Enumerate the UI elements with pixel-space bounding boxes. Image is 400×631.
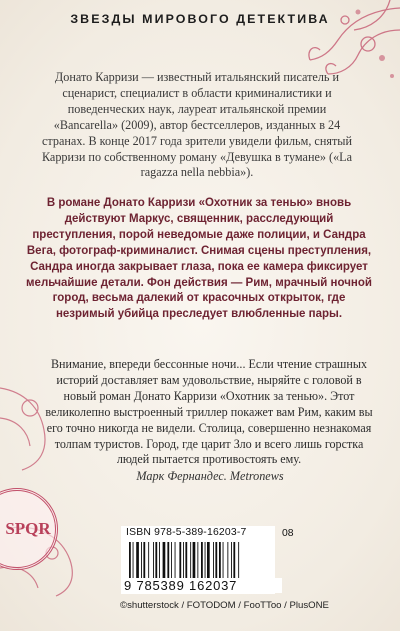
barcode-bar [163,542,166,580]
isbn-number: ISBN 978-5-389-16203-7 [126,527,247,538]
review-quote: Внимание, впереди бессонные ночи... Если чтение страшных историй доставляет вам удовольствие, ныряйте с головой в новый роман Донато Карризи «Охотник за тенью». Этот великолепно выстроенный триллер покажет вам Рим, каким вы его точно никогда не видели. Столица, совершенно незнакомая толпам туристов. Город, где царит Зло и всего лишь горстка людей пытается противостоять ему. [45,357,373,467]
barcode-bar [227,542,228,580]
barcode-bar [141,542,142,580]
barcode-bar [193,542,196,580]
barcode-bar [136,542,139,580]
barcode-bar [233,542,235,580]
barcode-bar [159,542,160,580]
author-bio: Донато Карризи — известный итальянский писатель и сценарист, специалист в области криминалистики и поведенческих наук, лауреат итальянской премии «Bancarella» (2009), автор бестселлеров, изданных в 24 странах. В конце 2017 года зрители увидели фильм, снятый Карризи по собственному роману «Девушка в тумане» («La ragazza nella nebbia»). [41,70,353,180]
barcode-bar [219,542,221,580]
barcode-bar [197,542,198,580]
image-credits: ©shutterstock / FOTODOM / FooTToo / PlusONE [120,600,329,611]
barcode-bar [171,542,172,580]
barcode-icon [127,542,273,580]
barcode-bar [205,542,206,580]
barcode-bar [231,542,232,580]
barcode-bar [148,542,149,580]
barcode-bar [185,542,187,580]
seal-text: SPQR [5,519,51,538]
barcode-bar [143,542,145,580]
barcode-digits: 9 785389 162037 [122,578,282,593]
barcode-bar [207,542,210,580]
barcode-bar [238,542,239,580]
barcode-bar [190,542,191,580]
barcode-bar [183,542,184,580]
series-title: ЗВЕЗДЫ МИРОВОГО ДЕТЕКТИВА [70,12,330,26]
barcode-bar [179,542,181,580]
barcode-bar [201,542,203,580]
barcode-bar [175,542,176,580]
isbn-addon: 08 [282,528,294,539]
barcode-bar [153,542,154,580]
book-synopsis: В романе Донато Карризи «Охотник за тенью» вновь действуют Маркус, священник, расследующий преступления, порой неведомые даже полиции, и Сандра Вега, фотограф-криминалист. Снимая сцены преступления, Сандра иногда закрывает глаза, пока ее камера фиксирует мельчайшие детали. Фон действия — Рим, мрачный ночной город, весьма далекий от красочных открыток, где незримый убийца преследует влюбленные пары. [26,197,372,321]
barcode-bar [215,542,217,580]
barcode-bar [223,542,224,580]
barcode-bar [213,542,214,580]
barcode-bar [155,542,157,580]
barcode-bar [129,542,131,580]
review-attribution: Марк Фернандес. Metronews [136,469,284,483]
barcode-bar [133,542,134,580]
barcode-bar [167,542,169,580]
